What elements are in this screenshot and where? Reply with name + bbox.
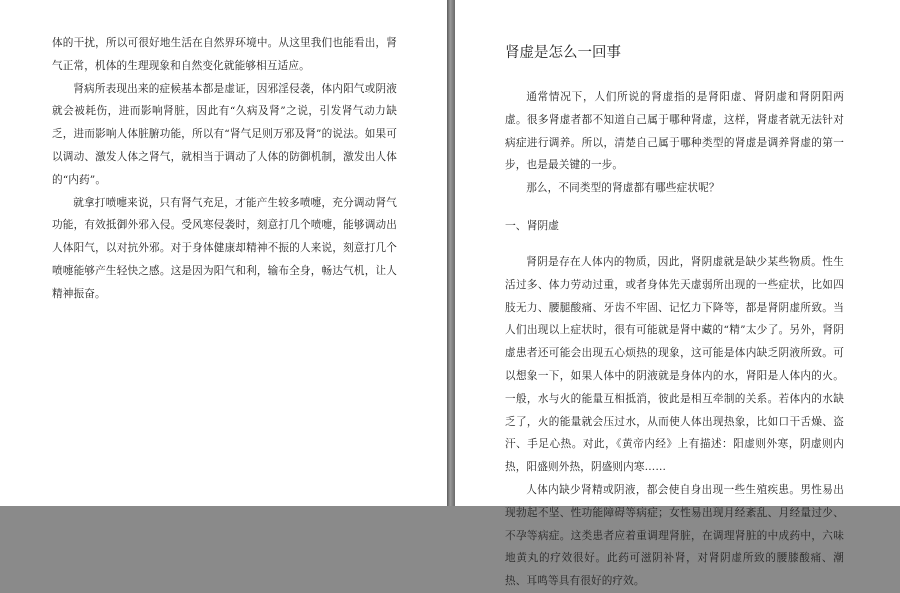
left-paragraph-2: 肾病所表现出来的症候基本都是虚证，因邪淫侵袭，体内阳气或阴液就会被耗伤，进而影响肾脏，因此有“久病及肾”之说，引发肾气动力缺乏，进而影响人体脏腑功能，所以有“肾气足则万邪及肾”的说法。如果可以调动、激发人体之肾气，就相当于调动了人体的防御机制，激发出人体的“内药”。	[52, 82, 397, 186]
section-paragraph-1: 肾阴是存在人体内的物质，因此，肾阴虚就是缺少某些物质。性生活过多、体力劳动过重，或者身体先天虚弱所出现的一些症状，比如四肢无力、腰腿酸痛、牙齿不牢固、记忆力下降等，都是肾阴虚所致。当人们出现以上症状时，很有可能就是肾中藏的“精”太少了。另外，肾阴虚患者还可能会出现五心烦热的现象，这可能是体内缺乏阴液所致。可以想象一下，如果人体中的阴液就是身体内的水，肾阳是人体内的火。一般，水与火的能量互相抵消，彼此是相互牵制的关系。若体内的水缺乏了，火的能量就会压过水，从而使人体出现热象，比如口干舌燥、盗汗、手足心热。对此，《黄帝内经》上有描述：阳虚则外寒，阴虚则内热，阳盛则外热，阴盛则内寒……	[505, 255, 844, 474]
chapter-title: 肾虚是怎么一回事	[505, 45, 621, 61]
left-page	[0, 0, 447, 506]
left-paragraph-3: 就拿打喷嚏来说，只有肾气充足，才能产生较多喷嚏，充分调动肾气功能，有效抵御外邪入侵。受风寒侵袭时，刻意打几个喷嚏，能够调动出人体阳气，以对抗外邪。对于身体健康却精神不振的人来说，刻意打几个喷嚏能够产生轻快之感。这是因为阳气和利，输布全身，畅达气机，让人精神振奋。	[52, 196, 397, 300]
section-heading: 一、肾阴虚	[505, 218, 559, 232]
right-page	[455, 0, 900, 588]
left-paragraph-1: 体的干扰，所以可很好地生活在自然界环境中。从这里我们也能看出，肾气正常，机体的生理现象和自然变化就能够相互适应。	[52, 37, 397, 72]
intro-paragraph-1: 通常情况下，人们所说的肾虚指的是肾阳虚、肾阴虚和肾阴阳两虚。很多肾虚者都不知道自己属于哪种肾虚，这样，肾虚者就无法针对病症进行调养。所以，清楚自己属于哪种类型的肾虚是调养肾虚的第一步，也是最关键的一步。	[505, 91, 844, 172]
section-paragraph-2: 人体内缺少肾精或阴液，都会使自身出现一些生殖疾患。男性易出现勃起不坚、性功能障碍等病症；女性易出现月经紊乱、月经量过少、不孕等病症。这类患者应着重调理肾脏，在调理肾脏的中成药中，六味地黄丸的疗效很好。此药可滋阴补肾，对肾阴虚所致的腰膝酸痛、潮热、耳鸣等具有很好的疗效。	[505, 483, 844, 588]
book-gutter	[447, 0, 455, 506]
intro-paragraph-2: 那么，不同类型的肾虚都有哪些症状呢？	[526, 182, 720, 195]
